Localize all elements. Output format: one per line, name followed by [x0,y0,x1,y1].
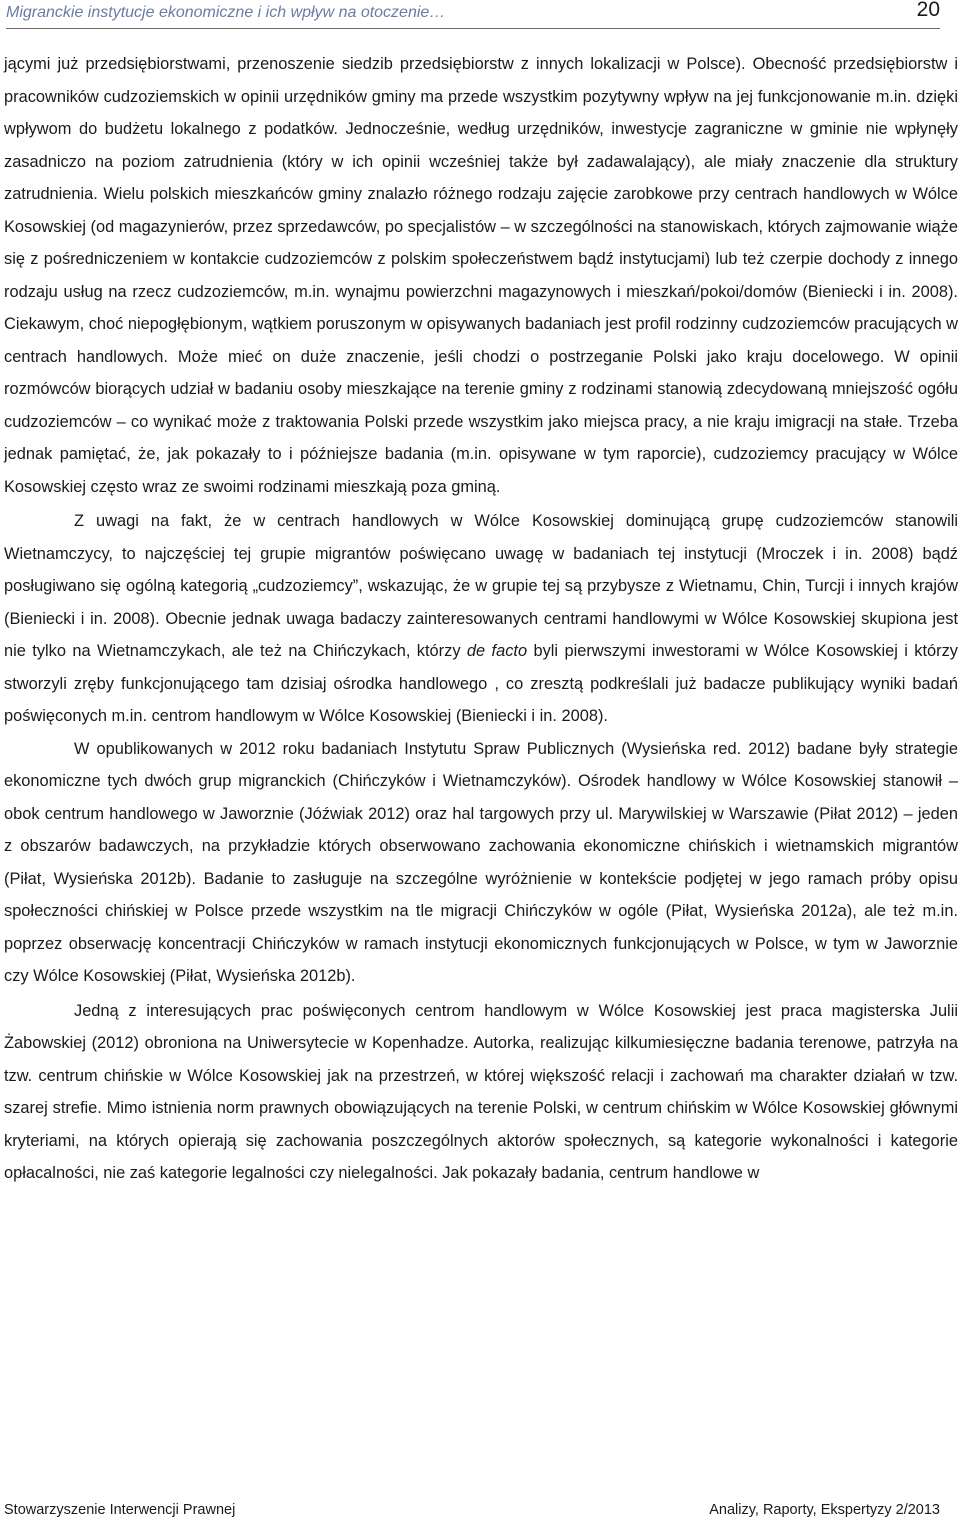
running-title: Migranckie instytucje ekonomiczne i ich wpływ na otoczenie… [6,4,446,21]
paragraph-run: jącymi już przedsiębiorstwami, przenoszenie siedzib przedsiębiorstw z innych lokalizacji w Polsce). Obecność przedsiębiorstw i pracowników cudzoziemskich w opinii urzędników gminy ma przede wszystkim pozytywny wpływ na jej funkcjonowanie m.in. dzięki wpływom do budżetu lokalnego z podatków. [4,55,958,138]
footer-publisher: Stowarzyszenie Interwencji Prawnej [4,1502,236,1518]
paragraph-run: Z uwagi na fakt, że w centrach handlowych w Wólce Kosowskiej dominującą grupę cudzoziemców stanowili Wietnamczycy, to najczęściej tej grupie migrantów poświęcano uwagę w badaniach tej instytucji (Mroczek i in. 2008) bądź posługiwano się ogólną kategorią „cudzoziemcy”, wskazując, że w grupie tej są przybysze z Wietnamu, Chin, Turcji i innych krajów (Bieniecki i in. 2008). Obecnie jednak uwaga badaczy zainteresowanych centrami handlowymi w Wólce Kosowskiej skupiona jest nie tylko na Wietnamczykach, ale też na Chińczykach, którzy [4,512,958,660]
footer-series: Analizy, Raporty, Ekspertyzy 2/2013 [709,1502,940,1518]
paragraph-run: Jedną z interesujących prac poświęconych centrom handlowym w Wólce Kosowskiej jest praca magisterska Julii Żabowskiej (2012) obroniona na Uniwersytecie w Kopenhadze. Autorka, realizując kilkumiesięczne badania terenowe, patrzyła na tzw. centrum chińskie w Wólce Kosowskiej jak na przestrzeń, w której większość relacji i zachowań ma charakter działań w tzw. szarej strefie. Mimo istnienia norm prawnych obowiązujących na terenie Polski, w centrum chińskim w Wólce Kosowskiej głównymi kryteriami, na których opierają się zachowania poszczególnych aktorów społecznych, są kategorie wykonalności i kategorie opłacalności, nie zaś kategorie legalności czy nielegalności. Jak pokazały badania, centrum handlowe w [4,1001,958,1182]
paragraph-run-italic: de facto [466,642,528,660]
paragraph-run: Jednocześnie, według urzędników, inwestycje zagraniczne w gminie nie wpłynęły zasadniczo na poziom zatrudnienia (który w ich opinii wcześniej także był zadawalający), ale miały znaczenie dla struktury zatrudnienia. Wielu polskich mieszkańców gminy znalazło różnego rodzaju zajęcie zarobkowe przy centrach handlowych w Wólce Kosowskiej (od magazynierów, przez sprzedawców, po specjalistów – w szczególności na stanowiskach, których zajmowanie wiąże się z pośredniczeniem w kontakcie cudzoziemców z polskim społeczeństwem bądź instytucjami) lub też czerpie dochody z innego rodzaju usług na rzecz cudzoziemców, m.in. wynajmu powierzchni magazynowych i mieszkań/pokoi/domów (Bieniecki i in. 2008). Ciekawym, choć niepogłębionym, wątkiem poruszonym w opisywanych badaniach jest profil rodzinny cudzoziemców pracujących w centrach handlowych. Może mieć on duże znaczenie, jeśli chodzi o postrzeganie Polski jako kraju docelowego. W opinii rozmówców biorących udział w badaniu osoby mieszkające na terenie gminy z rodzinami stanowią zdecydowaną mniejszość ogółu cudzoziemców – co wynikać może z traktowania Polski przede wszystkim jako miejsca pracy, a nie kraju imigracji na stałe. Trzeba jednak pamiętać, że, jak pokazały to i późniejsze badania (m.in. opisywane w tym raporcie), cudzoziemcy pracujący w Wólce Kosowskiej często wraz ze swoimi rodzinami mieszkają poza gminą. [4,120,958,496]
paragraph [4,995,958,1190]
paragraph-run: W opublikowanych w 2012 roku badaniach Instytutu Spraw Publicznych (Wysieńska red. 2012) badane były strategie ekonomiczne tych dwóch grup migranckich (Chińczyków i Wietnamczyków). Ośrodek handlowy w Wólce Kosowskiej stanowił – obok centrum handlowego w Jaworznie (Jóźwiak 2012) oraz hal targowych przy ul. Marywilskiej w Warszawie (Piłat 2012) – jeden z obszarów badawczych, na przykładzie których obserwowano zachowania ekonomiczne chińskich i wietnamskich migrantów (Piłat, Wysieńska 2012b). Badanie to zasługuje na szczególne wyróżnienie w kontekście podjętej w jego ramach próby opisu społeczności chińskiej w Polsce przede wszystkim na tle migracji Chińczyków w ogóle (Piłat, Wysieńska 2012a), ale też m.in. poprzez obserwację koncentracji Chińczyków w ramach instytucji ekonomicznych funkcjonujących w Polsce, w tym w Jaworznie czy Wólce Kosowskiej (Piłat, Wysieńska 2012b). [4,739,958,985]
page-header [6,0,940,29]
paragraph-continued [4,48,958,503]
paragraph [4,733,958,993]
paragraph [4,505,958,733]
body-text [4,48,958,1190]
paragraph-run: byli pierwszymi inwestorami w Wólce Kosowskiej i którzy stworzyli zręby funkcjonującego tam dzisiaj ośrodka handlowego , co zresztą podkreślali już badacze publikujący wyniki badań poświęconych m.in. centrom handlowym w Wólce Kosowskiej (Bieniecki i in. 2008). [4,642,959,725]
page-number: 20 [916,0,940,21]
